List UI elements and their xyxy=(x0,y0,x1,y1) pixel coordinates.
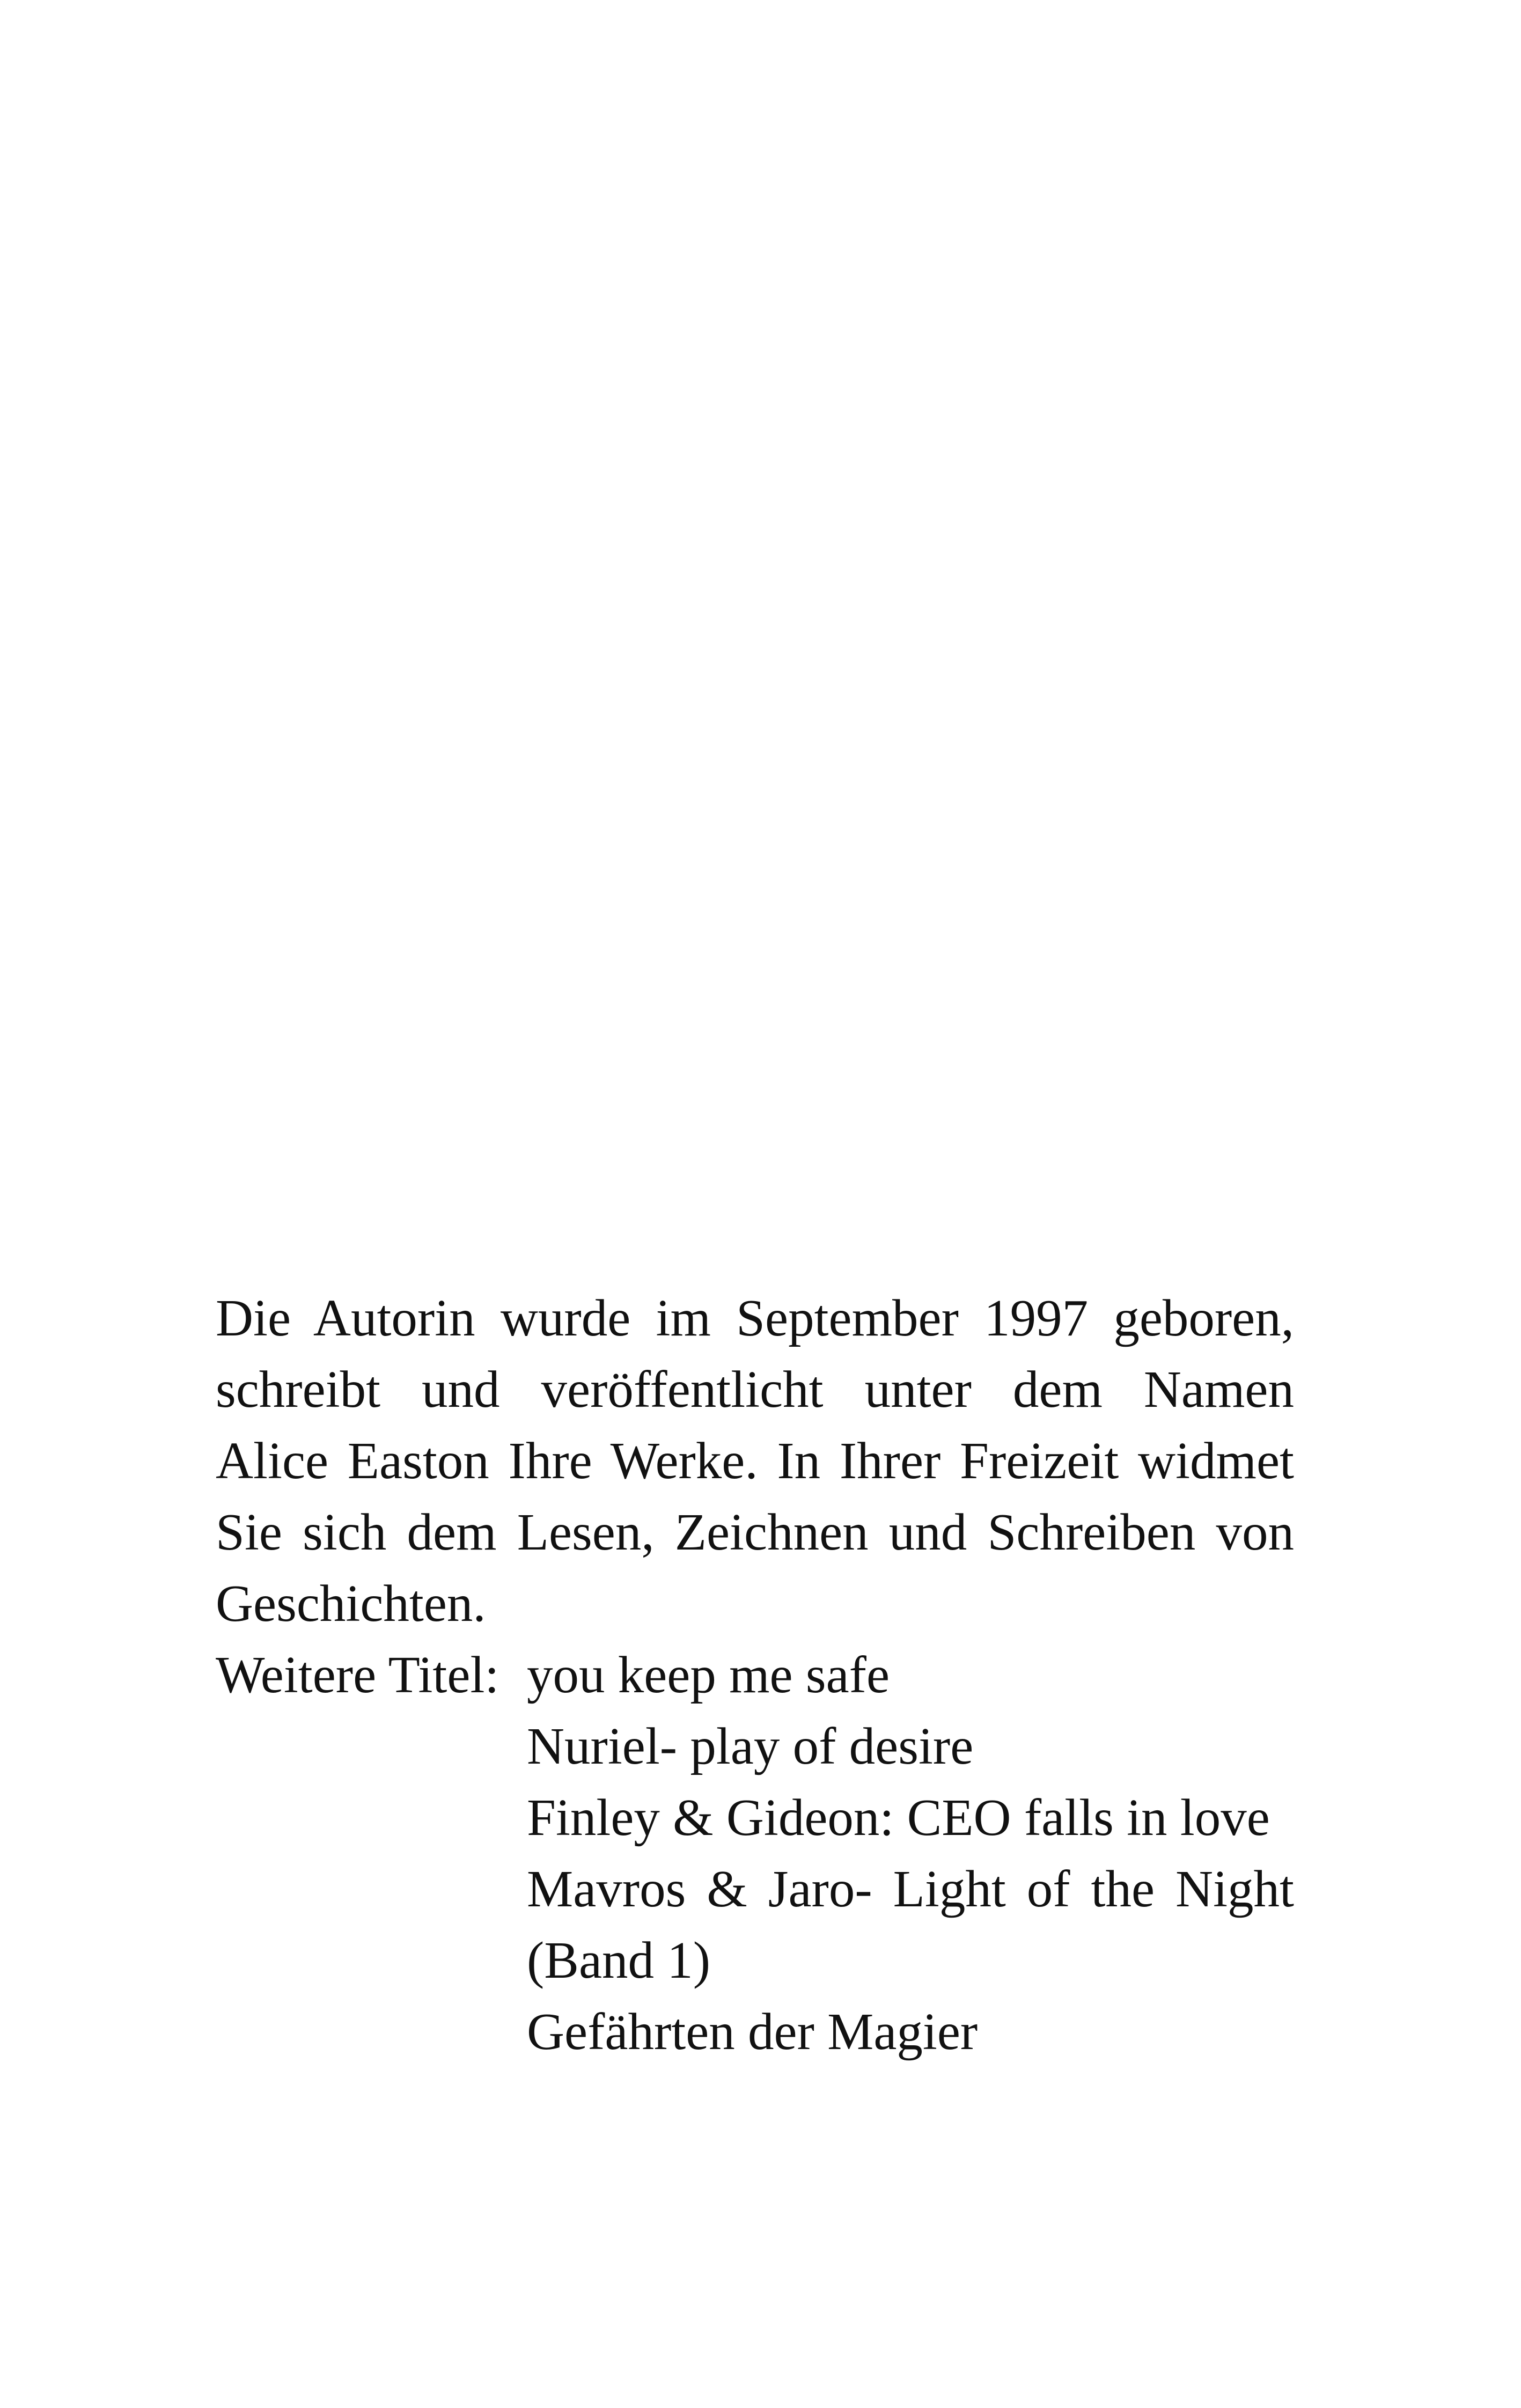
title-item-3: Finley & Gideon: CEO falls in love xyxy=(527,1789,1270,1846)
bio-line-3: Alice Easton Ihre Werke. In Ihrer Freizeit widmet xyxy=(216,1432,1294,1489)
bio-line-2: schreibt und veröffentlicht unter dem Namen xyxy=(216,1361,1294,1418)
bio-line-5: Geschichten. xyxy=(216,1575,486,1632)
title-item-2: Nuriel- play of desire xyxy=(527,1717,974,1775)
further-titles-label: Weitere Titel: xyxy=(216,1646,499,1704)
author-bio-paragraph xyxy=(216,1282,1294,1639)
further-titles-section xyxy=(216,1639,1294,2067)
title-item-6: Gefährten der Magier xyxy=(527,2003,978,2060)
bio-line-1: Die Autorin wurde im September 1997 geboren, xyxy=(216,1289,1294,1347)
title-item-1: you keep me safe xyxy=(527,1646,890,1704)
bio-line-4: Sie sich dem Lesen, Zeichnen und Schreiben von xyxy=(216,1503,1294,1561)
author-bio-section xyxy=(216,1282,1294,2067)
title-item-5: (Band 1) xyxy=(527,1932,711,1989)
further-titles-list xyxy=(527,1639,1294,2067)
title-item-4: Mavros & Jaro- Light of the Night xyxy=(527,1860,1294,1918)
